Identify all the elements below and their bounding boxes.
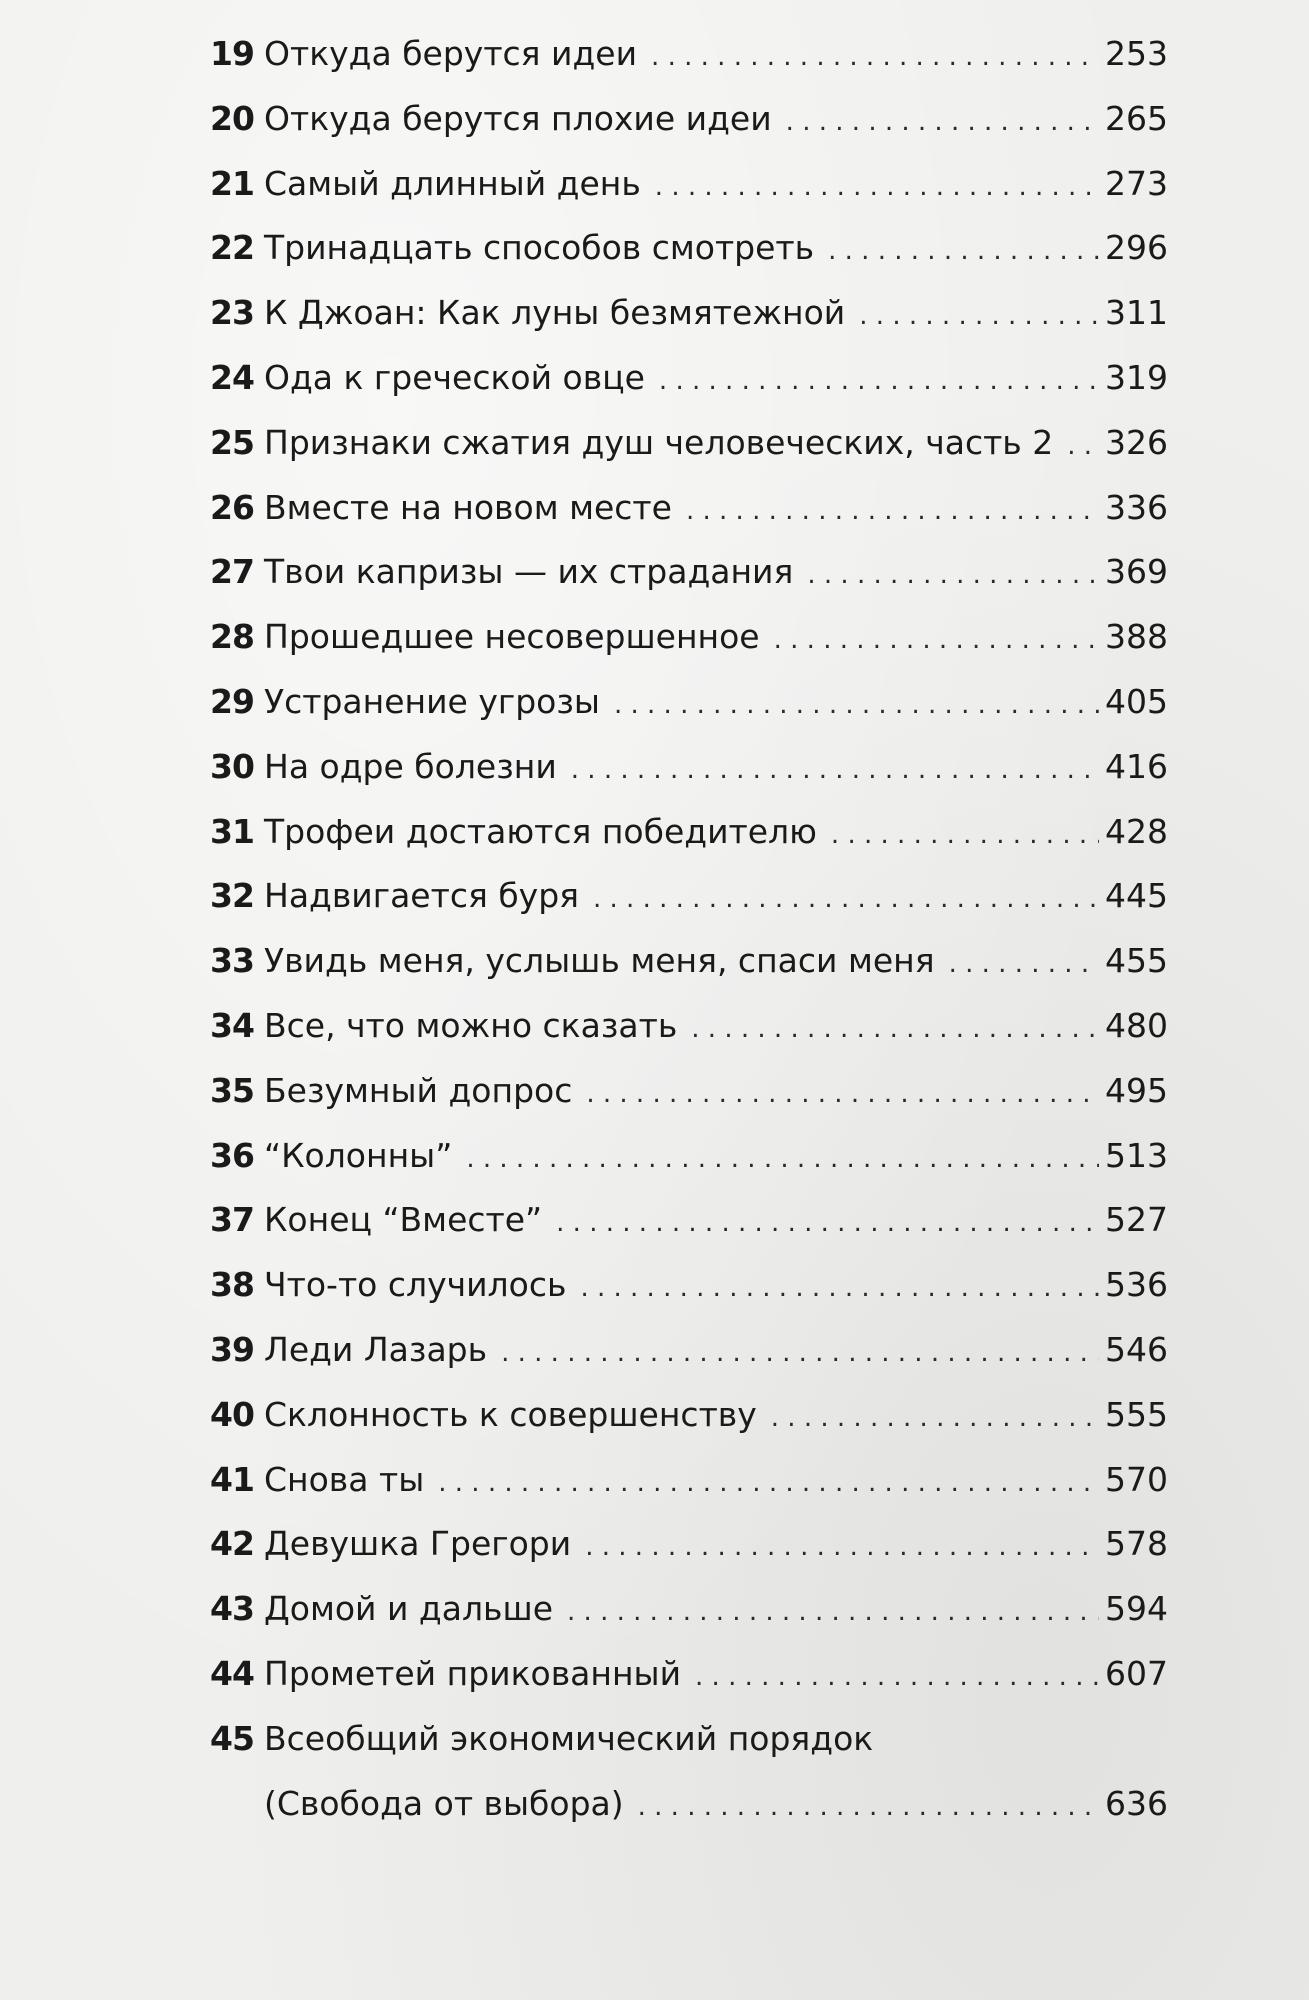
toc-entry-row — [210, 87, 1168, 152]
toc-entry — [210, 605, 1168, 670]
toc-entry-row — [210, 1707, 1168, 1772]
toc-entry-row — [210, 1188, 1168, 1253]
toc-entry — [210, 540, 1168, 605]
page-number: 455 — [1105, 941, 1168, 981]
toc-entry — [210, 1188, 1168, 1253]
chapter-number: 39 — [210, 1329, 254, 1369]
chapter-title: Что-то случилось — [264, 1265, 567, 1305]
leader-dots — [586, 1062, 1099, 1127]
page-number: 319 — [1105, 357, 1168, 397]
toc-entry — [210, 1318, 1168, 1383]
chapter-title: Признаки сжатия душ человеческих, часть 2 — [264, 422, 1054, 462]
leader-dots — [585, 1515, 1099, 1580]
toc-entry — [210, 800, 1168, 865]
toc-entry-row — [210, 1448, 1168, 1513]
toc-entry — [210, 1383, 1168, 1448]
chapter-number: 23 — [210, 293, 254, 333]
page-number: 416 — [1105, 746, 1168, 786]
chapter-title: Прошедшее несовершенное — [264, 617, 760, 657]
toc-entry-row — [210, 670, 1168, 735]
chapter-title: Откуда берутся идеи — [264, 34, 638, 73]
toc-entry-row — [210, 281, 1168, 346]
chapter-number: 25 — [210, 422, 254, 462]
chapter-number: 28 — [210, 617, 254, 657]
chapter-title: Прометей прикованный — [264, 1653, 682, 1693]
chapter-title: Снова ты — [264, 1459, 425, 1499]
leader-dots — [774, 608, 1099, 673]
toc-entry — [210, 152, 1168, 217]
chapter-title-line1: Всеобщий экономический порядок — [264, 1718, 874, 1758]
leader-dots — [807, 543, 1099, 608]
chapter-number: 42 — [210, 1524, 254, 1564]
chapter-number: 31 — [210, 811, 254, 851]
leader-dots — [786, 90, 1099, 155]
page-number: 336 — [1105, 487, 1168, 527]
toc-entry — [210, 994, 1168, 1059]
page-number: 369 — [1105, 552, 1168, 592]
chapter-number: 45 — [210, 1718, 254, 1758]
chapter-number: 26 — [210, 487, 254, 527]
chapter-title: Склонность к совершенству — [264, 1394, 757, 1434]
toc-entry-row — [210, 1318, 1168, 1383]
toc-entry-row — [210, 216, 1168, 281]
leader-dots — [831, 803, 1099, 868]
chapter-title: Ода к греческой овце — [264, 357, 645, 397]
page-number: 636 — [1105, 1783, 1168, 1823]
chapter-title: Увидь меня, услышь меня, спаси меня — [264, 941, 935, 981]
chapter-number: 24 — [210, 357, 254, 397]
toc-entry-last — [210, 1707, 1168, 1837]
page-number: 570 — [1105, 1459, 1168, 1499]
leader-dots — [593, 867, 1099, 932]
toc-entry — [210, 1577, 1168, 1642]
leader-dots — [614, 673, 1099, 738]
toc-entry-row — [210, 864, 1168, 929]
toc-entry-row — [210, 605, 1168, 670]
toc-entry-row — [210, 1577, 1168, 1642]
toc-entry — [210, 411, 1168, 476]
leader-dots — [949, 932, 1099, 997]
chapter-title: Конец “Вместе” — [264, 1200, 543, 1240]
toc-entry-row — [210, 735, 1168, 800]
leader-dots — [466, 1127, 1099, 1192]
page-number: 311 — [1105, 293, 1168, 333]
toc-entry — [210, 87, 1168, 152]
chapter-number: 32 — [210, 876, 254, 916]
toc-entry-row — [210, 1512, 1168, 1577]
toc-entry-row — [210, 1253, 1168, 1318]
leader-dots — [501, 1321, 1099, 1386]
toc-entry — [210, 1059, 1168, 1124]
chapter-title: Самый длинный день — [264, 163, 641, 203]
chapter-title: Безумный допрос — [264, 1070, 573, 1110]
leader-dots — [438, 1451, 1099, 1516]
chapter-title: Девушка Грегори — [264, 1524, 572, 1564]
chapter-title: Твои капризы — их страдания — [264, 552, 794, 592]
page-number: 513 — [1105, 1135, 1168, 1175]
leader-dots — [1067, 414, 1099, 479]
chapter-title-line2: (Свобода от выбора) — [264, 1783, 624, 1823]
chapter-title: Тринадцать способов смотреть — [264, 228, 815, 268]
chapter-title: Вместе на новом месте — [264, 487, 672, 527]
chapter-number: 21 — [210, 163, 254, 203]
page-number: 555 — [1105, 1394, 1168, 1434]
toc-entry-row — [210, 1059, 1168, 1124]
chapter-number: 40 — [210, 1394, 254, 1434]
page-number: 480 — [1105, 1005, 1168, 1045]
toc-entry-row — [210, 22, 1168, 87]
page-number: 405 — [1105, 681, 1168, 721]
chapter-number: 33 — [210, 941, 254, 981]
leader-dots — [651, 25, 1099, 90]
chapter-title: “Колонны” — [264, 1135, 453, 1175]
leader-dots — [638, 1775, 1099, 1840]
chapter-number: 43 — [210, 1589, 254, 1629]
toc-entry — [210, 1124, 1168, 1189]
toc-entry-row — [210, 540, 1168, 605]
toc-entry — [210, 281, 1168, 346]
leader-dots — [695, 1645, 1099, 1710]
page-number: 265 — [1105, 98, 1168, 138]
toc-entry-row — [210, 476, 1168, 541]
page-number: 578 — [1105, 1524, 1168, 1564]
leader-dots — [556, 1191, 1099, 1256]
page-number: 273 — [1105, 163, 1168, 203]
chapter-number: 37 — [210, 1200, 254, 1240]
chapter-number: 22 — [210, 228, 254, 268]
chapter-title: Надвигается буря — [264, 876, 579, 916]
toc-entry — [210, 1512, 1168, 1577]
toc-entry — [210, 864, 1168, 929]
chapter-number: 41 — [210, 1459, 254, 1499]
page-number: 594 — [1105, 1589, 1168, 1629]
toc-entry-row — [210, 800, 1168, 865]
leader-dots — [567, 1580, 1099, 1645]
leader-dots — [771, 1386, 1099, 1451]
leader-dots — [655, 155, 1099, 220]
leader-dots — [828, 219, 1099, 284]
page-number: 527 — [1105, 1200, 1168, 1240]
page-number: 253 — [1105, 34, 1168, 73]
leader-dots — [686, 479, 1099, 544]
chapter-number: 30 — [210, 746, 254, 786]
chapter-number: 34 — [210, 1005, 254, 1045]
chapter-title: На одре болезни — [264, 746, 557, 786]
page-number: 495 — [1105, 1070, 1168, 1110]
toc-entry-row — [210, 994, 1168, 1059]
toc-entry — [210, 1448, 1168, 1513]
toc-entry-row-continued — [210, 1772, 1168, 1837]
leader-dots — [571, 738, 1099, 803]
chapter-title: Домой и дальше — [264, 1589, 554, 1629]
toc-entry-row — [210, 1383, 1168, 1448]
toc-entry-row — [210, 929, 1168, 994]
page-number: 536 — [1105, 1265, 1168, 1305]
chapter-title: Трофеи достаются победителю — [264, 811, 817, 851]
toc-entry — [210, 670, 1168, 735]
toc-entry — [210, 1253, 1168, 1318]
chapter-number: 27 — [210, 552, 254, 592]
chapter-number: 19 — [210, 34, 254, 73]
toc-entry-row — [210, 152, 1168, 217]
chapter-number: 44 — [210, 1653, 254, 1693]
chapter-title: Все, что можно сказать — [264, 1005, 678, 1045]
page-number: 428 — [1105, 811, 1168, 851]
page-number: 296 — [1105, 228, 1168, 268]
toc-entry — [210, 929, 1168, 994]
chapter-number: 36 — [210, 1135, 254, 1175]
table-of-contents — [210, 22, 1168, 1837]
toc-entry-row — [210, 411, 1168, 476]
chapter-number: 35 — [210, 1070, 254, 1110]
page-number: 445 — [1105, 876, 1168, 916]
toc-entry — [210, 1642, 1168, 1707]
toc-entry-row — [210, 346, 1168, 411]
chapter-title: К Джоан: Как луны безмятежной — [264, 293, 846, 333]
toc-entry — [210, 346, 1168, 411]
leader-dots — [859, 284, 1099, 349]
chapter-title: Откуда берутся плохие идеи — [264, 98, 772, 138]
toc-entry — [210, 22, 1168, 87]
page-number: 388 — [1105, 617, 1168, 657]
toc-entry — [210, 476, 1168, 541]
chapter-title: Леди Лазарь — [264, 1329, 488, 1369]
chapter-number: 29 — [210, 681, 254, 721]
leader-dots — [580, 1256, 1099, 1321]
page-number: 607 — [1105, 1653, 1168, 1693]
page-number: 546 — [1105, 1329, 1168, 1369]
toc-entry-row — [210, 1124, 1168, 1189]
leader-dots — [691, 997, 1099, 1062]
toc-entry — [210, 216, 1168, 281]
leader-dots — [659, 349, 1099, 414]
toc-entry-row — [210, 1642, 1168, 1707]
chapter-title: Устранение угрозы — [264, 681, 600, 721]
toc-entry — [210, 735, 1168, 800]
chapter-number: 20 — [210, 98, 254, 138]
page-number: 326 — [1105, 422, 1168, 462]
chapter-number: 38 — [210, 1265, 254, 1305]
